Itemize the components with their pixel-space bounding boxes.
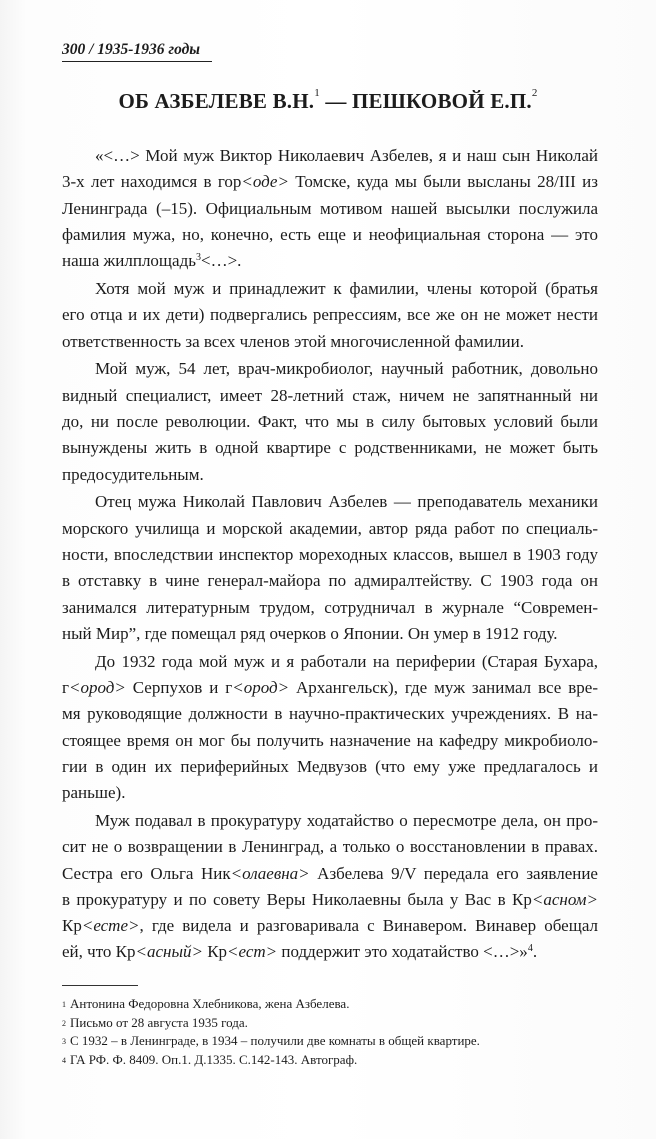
text-segment: вынуждены жить в одной квартире с родственниками, не может быть [62, 438, 598, 458]
paragraph [62, 649, 598, 807]
editorial-insertion: <ород> [68, 677, 126, 697]
editorial-insertion: <ород> [232, 677, 290, 697]
footnote-number: 1 [62, 1000, 66, 1009]
text-segment: в прокуратуру и по совету Веры Николаевны была у Вас в Кр [62, 889, 532, 909]
paragraph [62, 356, 598, 487]
text-segment: До 1932 года мой муж и я работали на периферии (Старая Бухара, [95, 651, 598, 671]
text-segment: видный специалист, имеет 28-летний стаж, ничем не запятнанный ни [62, 385, 598, 405]
text-line [62, 780, 598, 806]
editorial-insertion: <олаевна> [230, 863, 310, 883]
footnote-ref: 4 [527, 943, 533, 955]
text-segment: Сестра его Ольга Ник [62, 863, 231, 883]
text-line [62, 939, 598, 965]
text-line [62, 409, 598, 435]
footnote-number: 4 [62, 1055, 66, 1065]
text-segment: Азбелева 9/V передала его заявление [309, 863, 598, 883]
text-segment: Архангельск), где муж занимал все вре- [289, 677, 598, 697]
footnote-text: Антонина Федоровна Хлебникова, жена Азбелева. [70, 996, 350, 1011]
text-segment: его отца и их дети) подвергались репрессиям, все же он не может нести [62, 305, 598, 325]
text-segment: до, ни после революции. Факт, что мы в силу бытовых условий были [62, 411, 598, 431]
text-line [62, 675, 598, 701]
text-line [62, 913, 598, 939]
text-segment: ей, что Кр [62, 942, 136, 962]
footnote [62, 1051, 602, 1070]
text-line [62, 248, 598, 274]
footnote-ref: 3 [195, 252, 201, 264]
text-line [62, 649, 598, 675]
text-segment: гии в один их периферийных Медвузов (что ему уже предлагалось и [62, 756, 598, 776]
text-line [62, 329, 598, 355]
text-line [62, 754, 598, 780]
letter-body [62, 143, 598, 967]
text-segment: занимался литературным трудом, сотрудничал в журнале “Современ- [62, 597, 598, 617]
text-segment: наша жилплощадь [62, 251, 196, 271]
text-segment: раньше). [62, 783, 126, 803]
text-line [62, 435, 598, 461]
footnote-divider [62, 985, 138, 986]
text-line [62, 143, 598, 169]
title-part-1: ОБ АЗБЕЛЕВЕ В.Н. [118, 89, 315, 113]
title-part-2: — ПЕШКОВОЙ Е.П. [319, 89, 532, 113]
text-line [62, 489, 598, 515]
text-line [62, 222, 598, 248]
text-segment: Ленинграда (–15). Официальным мотивом нашей высылки послужила [62, 198, 598, 218]
text-line [62, 728, 598, 754]
text-segment: ответственность за всех членов этой многочисленной фамилии. [62, 331, 524, 351]
text-segment: Серпухов и г [125, 677, 233, 697]
footnote [62, 1014, 602, 1033]
text-segment: <…>. [200, 251, 242, 271]
paragraph [62, 489, 598, 647]
text-segment: г [62, 677, 69, 697]
text-segment: ный Мир”, где помещал ряд очерков о Японии. Он умер в 1912 году. [62, 623, 558, 643]
editorial-insertion: <ест> [227, 942, 278, 962]
footnote [62, 1032, 602, 1051]
editorial-insertion: <асный> [135, 942, 203, 962]
text-line [62, 516, 598, 542]
text-line [62, 834, 598, 860]
footnote-number: 2 [62, 1018, 66, 1028]
text-segment: Кр [62, 916, 82, 936]
text-line [62, 276, 598, 302]
footnote-text: Письмо от 28 августа 1935 года. [70, 1014, 248, 1030]
text-segment: морского училища и морской академии, автор ряда работ по специаль- [62, 518, 598, 538]
paragraph [62, 808, 598, 966]
footnote-text: С 1932 – в Ленинграде, в 1934 – получили две комнаты в общей квартире. [70, 1033, 480, 1048]
footnote-number: 3 [62, 1037, 66, 1046]
text-segment: , где видела и разговаривала с Винавером. Винавер обещал [139, 916, 598, 936]
running-head: 300 / 1935-1936 годы [62, 41, 212, 62]
text-line [62, 383, 598, 409]
text-line [62, 169, 598, 195]
text-segment: в отставку в чине генерал-майора по адмиралтейству. С 1903 года он [62, 571, 598, 591]
text-segment: предосудительным. [62, 464, 204, 484]
paragraph [62, 276, 598, 355]
text-segment: поддержит это ходатайство <…>» [277, 942, 528, 962]
text-segment: Кр [202, 942, 228, 962]
text-segment: 3-х лет находимся в гор [62, 172, 242, 192]
editorial-insertion: <есте> [81, 916, 140, 936]
text-line [62, 595, 598, 621]
text-line [62, 568, 598, 594]
footnote [62, 995, 602, 1014]
text-segment: ности, впоследствии инспектор мореходных классов, вышел в 1903 году [62, 544, 598, 564]
text-segment: фамилия мужа, но, конечно, есть еще и неофициальная сторона — это [62, 224, 598, 244]
text-line [62, 356, 598, 382]
text-segment: Хотя мой муж и принадлежит к фамилии, члены которой (братья [95, 278, 598, 298]
editorial-insertion: <асном> [531, 889, 598, 909]
text-segment: «<…> Мой муж Виктор Николаевич Азбелев, я и наш сын Николай [95, 146, 598, 165]
text-line [62, 462, 598, 488]
text-line [62, 196, 598, 222]
text-segment: мя руководящие должности в научно-практических учреждениях. В на- [62, 704, 598, 724]
footnotes [62, 995, 602, 1069]
text-segment: сит не о возвращении в Ленинград, а только о восстановлении в правах. [62, 837, 598, 857]
text-line [62, 887, 598, 913]
footnote-ref-1: 1 [314, 87, 320, 99]
text-segment: Отец мужа Николай Павлович Азбелев — преподаватель механики [95, 492, 598, 512]
text-segment: стоящее время он мог бы получить назначение на кафедру микробиоло- [62, 730, 598, 750]
text-line [62, 701, 598, 727]
text-line [62, 302, 598, 328]
document-title [0, 89, 656, 114]
paragraph [62, 143, 598, 274]
text-segment: Муж подавал в прокуратуру ходатайство о пересмотре дела, он про- [95, 810, 598, 830]
editorial-insertion: <оде> [241, 172, 289, 192]
footnote-text: ГА РФ. Ф. 8409. Оп.1. Д.1335. С.142-143. Автограф. [70, 1051, 358, 1067]
text-line [62, 621, 598, 647]
text-line [62, 808, 598, 834]
text-segment: . [532, 942, 538, 962]
text-segment: Томске, куда мы были высланы 28/III из [288, 172, 598, 192]
text-line [62, 861, 598, 887]
text-line [62, 542, 598, 568]
text-segment: Мой муж, 54 лет, врач-микробиолог, научный работник, довольно [95, 359, 598, 379]
footnote-ref-2: 2 [531, 87, 538, 99]
